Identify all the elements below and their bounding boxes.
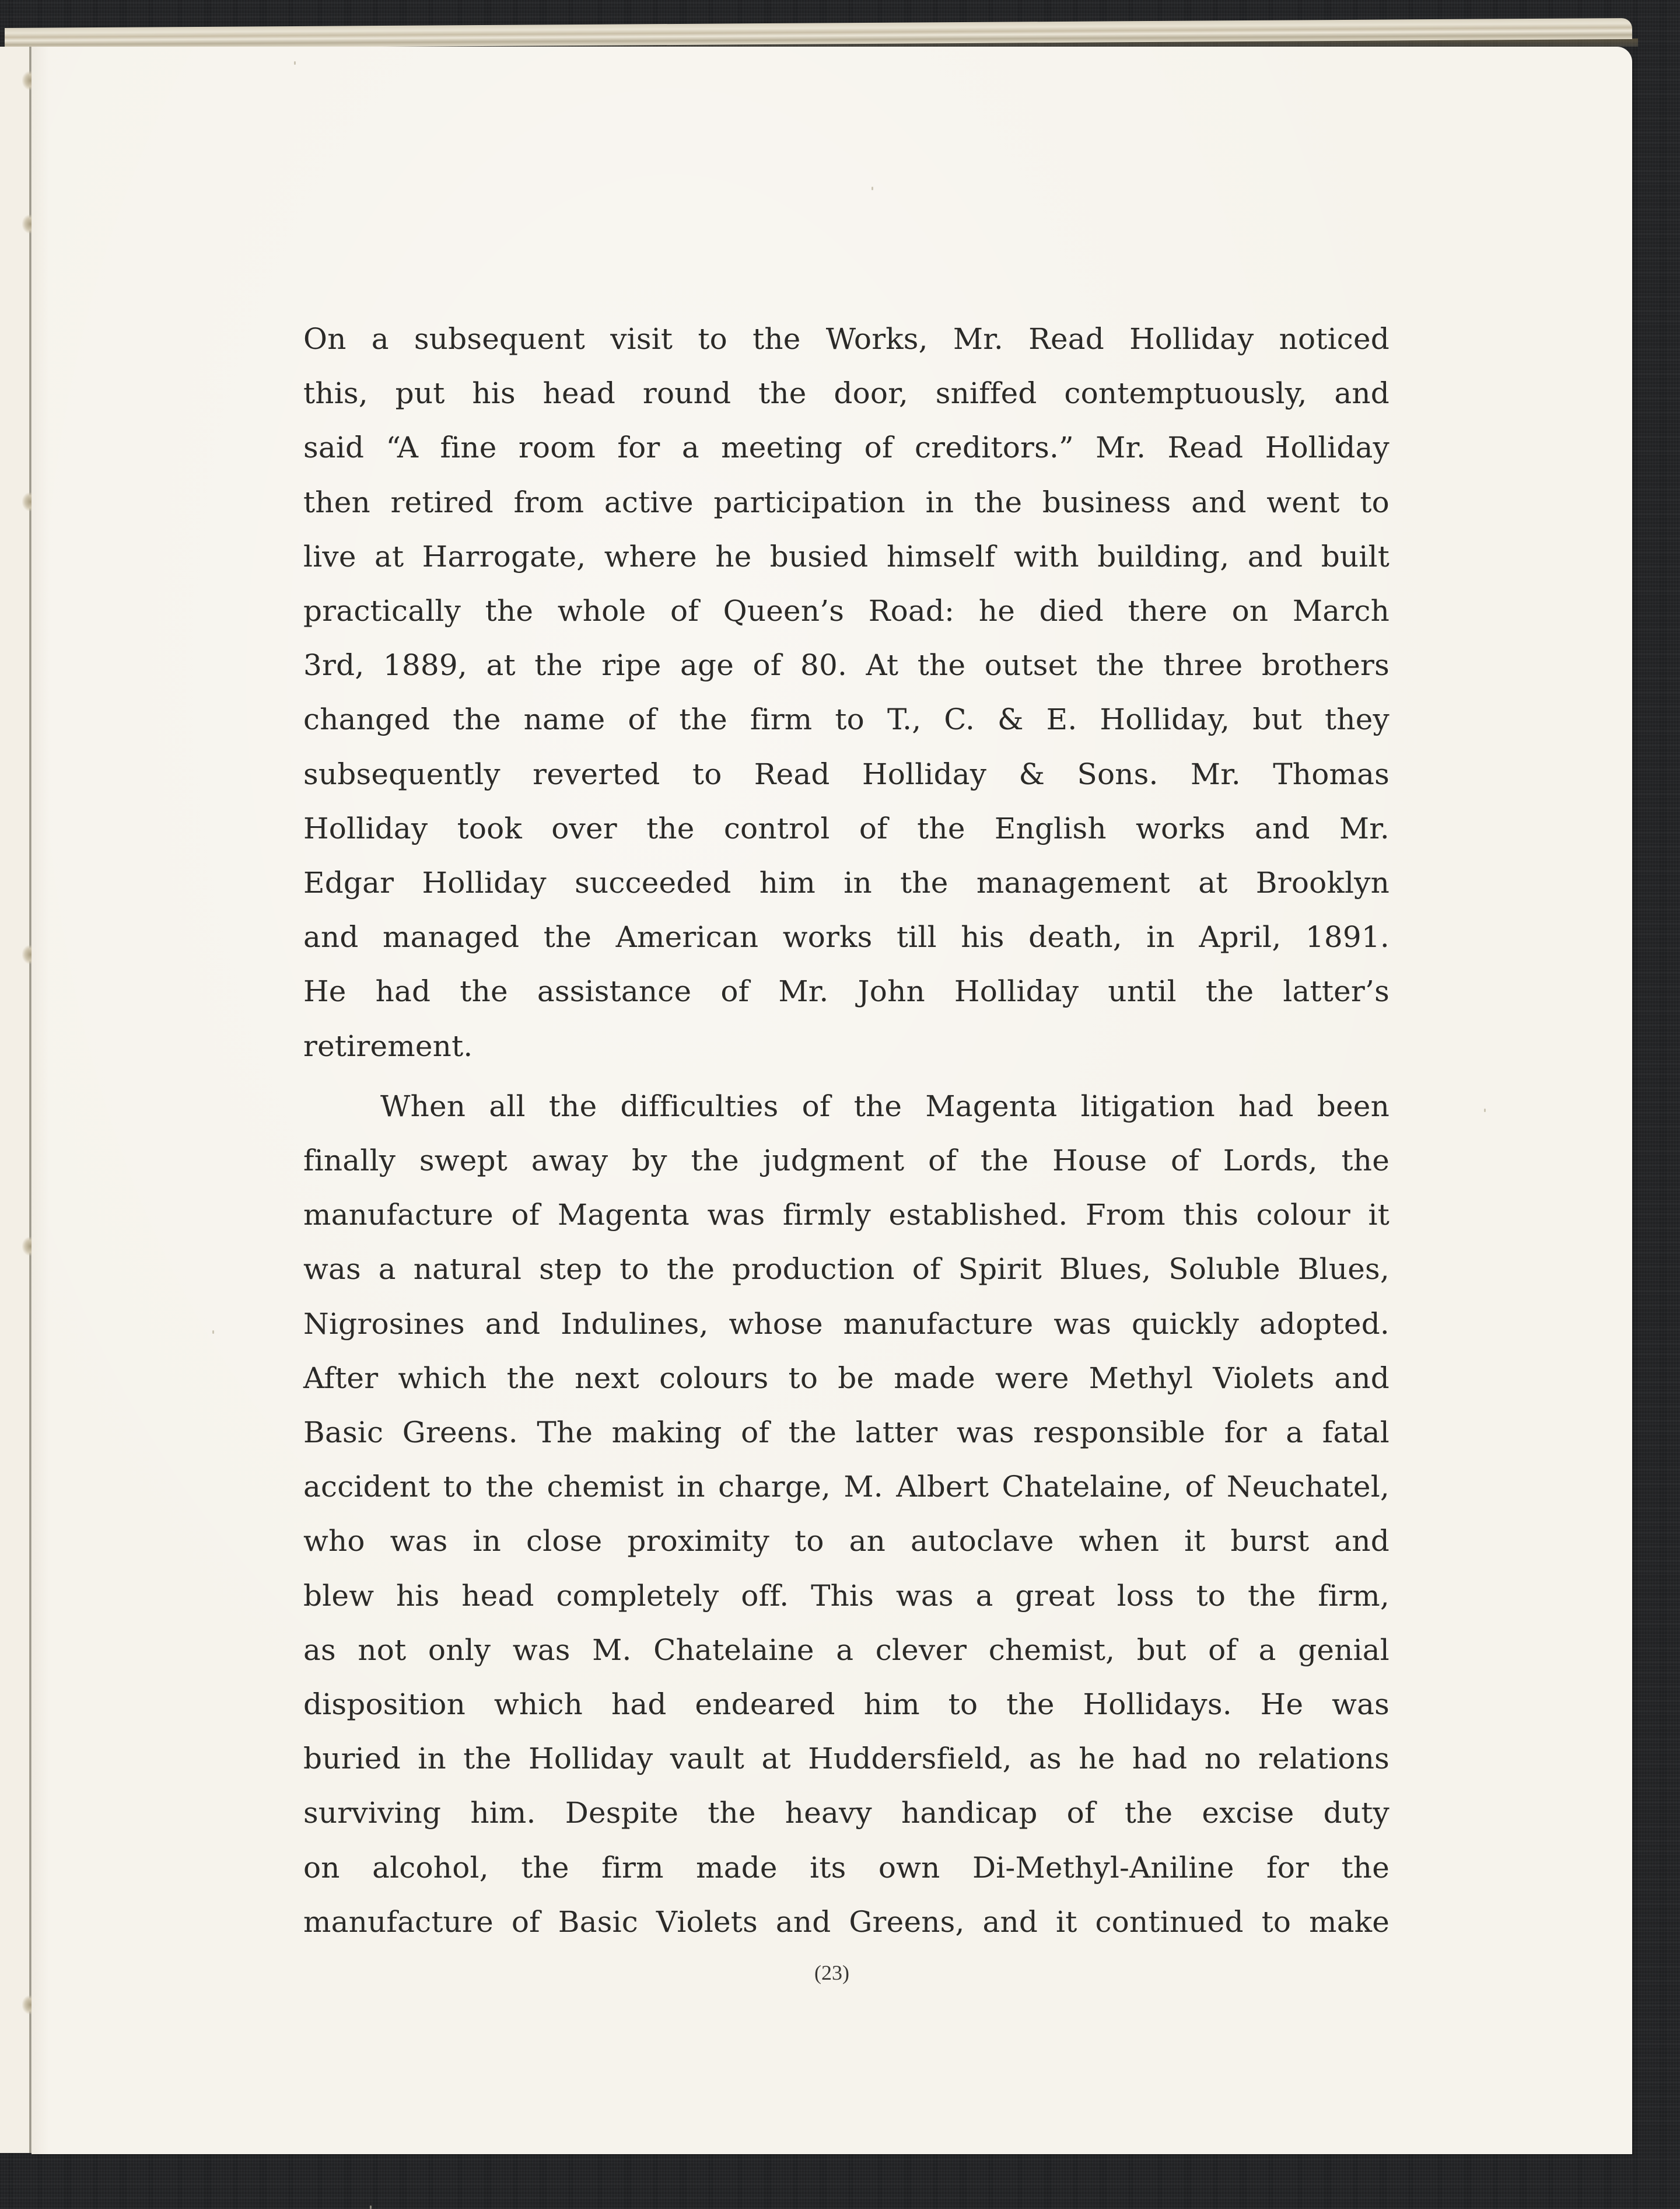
text-line: 3rd, 1889, at the ripe age of 80. At the outset the three brothers	[303, 648, 1390, 683]
previous-page-sliver	[0, 47, 30, 2153]
body-text	[303, 312, 1390, 1949]
text-line: changed the name of the firm to T., C. & E. Holliday, but they	[303, 702, 1390, 737]
text-line: subsequently reverted to Read Holliday & Sons. Mr. Thomas	[303, 757, 1390, 791]
text-line: manufacture of Magenta was firmly established. From this colour it	[303, 1198, 1390, 1232]
text-line: buried in the Holliday vault at Huddersfield, as he had no relations	[303, 1742, 1390, 1776]
text-line: Edgar Holliday succeeded him in the management at Brooklyn	[303, 866, 1390, 900]
text-line: retirement.	[303, 1029, 473, 1063]
text-line: disposition which had endeared him to the Hollidays. He was	[303, 1687, 1390, 1722]
text-line: When all the difficulties of the Magenta litigation had been	[380, 1089, 1390, 1123]
text-line: live at Harrogate, where he busied himself with building, and built	[303, 539, 1390, 574]
text-line: said “A fine room for a meeting of creditors.” Mr. Read Holliday	[303, 431, 1390, 465]
text-line: practically the whole of Queen’s Road: he died there on March	[303, 594, 1390, 628]
paper-speck	[370, 2205, 372, 2209]
text-line: then retired from active participation in the business and went to	[303, 485, 1390, 519]
paper-speck	[872, 187, 873, 190]
paper-speck	[1484, 1109, 1486, 1112]
text-line: as not only was M. Chatelaine a clever chemist, but of a genial	[303, 1633, 1390, 1667]
text-line: finally swept away by the judgment of the House of Lords, the	[303, 1144, 1390, 1178]
text-line: Holliday took over the control of the English works and Mr.	[303, 811, 1390, 845]
text-line: was a natural step to the production of Spirit Blues, Soluble Blues,	[303, 1252, 1390, 1287]
text-line: Basic Greens. The making of the latter was responsible for a fatal	[303, 1415, 1390, 1450]
text-line: who was in close proximity to an autoclave when it burst and	[303, 1524, 1390, 1558]
text-line: Nigrosines and Indulines, whose manufacture was quickly adopted.	[303, 1306, 1390, 1341]
text-line: After which the next colours to be made were Methyl Violets and	[303, 1361, 1390, 1395]
paper-speck	[294, 61, 296, 65]
text-line: surviving him. Despite the heavy handicap of the excise duty	[303, 1796, 1390, 1830]
text-line: on alcohol, the firm made its own Di-Methyl-Aniline for the	[303, 1850, 1390, 1885]
text-line: manufacture of Basic Violets and Greens, and it continued to make	[303, 1904, 1390, 1939]
page-number: (23)	[814, 1961, 849, 1984]
text-line: this, put his head round the door, sniffed contemptuously, and	[303, 376, 1390, 411]
paragraph-1	[303, 312, 1390, 1074]
text-line: and managed the American works till his death, in April, 1891.	[303, 920, 1390, 955]
text-line: On a subsequent visit to the Works, Mr. Read Holliday noticed	[303, 322, 1390, 356]
paper-speck	[212, 1330, 214, 1334]
text-line: blew his head completely off. This was a great loss to the firm,	[303, 1578, 1390, 1613]
text-line: He had the assistance of Mr. John Holliday until the latter’s	[303, 974, 1390, 1009]
paragraph-2	[303, 1079, 1390, 1949]
text-line: accident to the chemist in charge, M. Albert Chatelaine, of Neuchatel,	[303, 1470, 1390, 1504]
book-page	[32, 47, 1632, 2154]
